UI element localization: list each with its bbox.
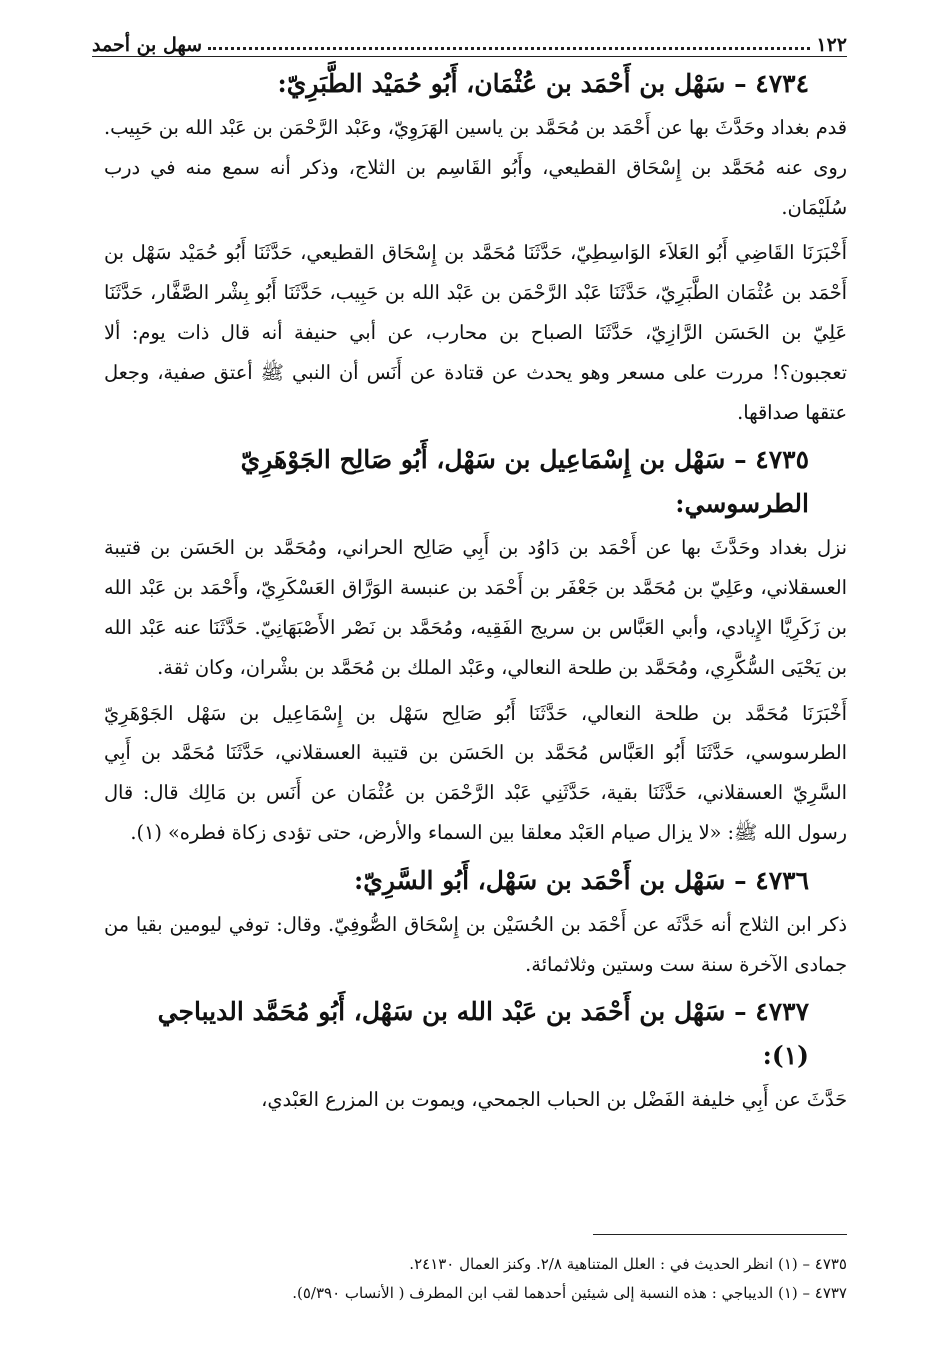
entry-heading: ٤٧٣٦ – سَهْل بن أَحْمَد بن سَهْل، أَبُو السَّرِيّ: [354, 865, 809, 895]
entry-4735 [104, 438, 847, 852]
running-title: سهل بن أحمد [92, 34, 203, 56]
running-header [92, 30, 847, 57]
entry-paragraph: قدم بغداد وحَدَّثَ بها عن أَحْمَد بن مُحَمَّد بن ياسين الهَرَوِيّ، وعَبْد الرَّحْمَن بن عَبْد الله بن حَبِيب. روى عنه مُحَمَّد بن إِسْحَاق القطيعي، وأَبُو القَاسِم بن الثلاج، وذكر أنه سمع منه في درب سُلَيْمَان. [104, 116, 847, 219]
entry-heading: ٤٧٣٤ – سَهْل بن أَحْمَد بن عُثْمَان، أَبُو حُمَيْد الطَّبَرِيّ: [277, 69, 809, 98]
footnotes [100, 1250, 847, 1308]
main-text [104, 62, 847, 1126]
leader-dots [208, 47, 810, 50]
entry-paragraph: ذكر ابن الثلاج أنه حَدَّثَه عن أَحْمَد بن الحُسَيْن بن إِسْحَاق الصُّوفِيّ. وقال: توفي ليومين بقيا من جمادى الآخرة سنة ست وستين وثلاثمائة. [104, 912, 847, 976]
entry-paragraph: أَخْبَرَنَا مُحَمَّد بن طلحة النعالي، حَدَّثَنَا أَبُو صَالِح سَهْل بن إِسْمَاعِيل بن سَهْل الجَوْهَرِيّ الطرسوسي، حَدَّثَنَا أَبُو العَبَّاس مُحَمَّد بن الحَسَن بن قتيبة العسقلاني، حَدَّثَنَا مُحَمَّد بن أَبِي السَّرِيّ العسقلاني، حَدَّثَنَا بقية، حَدَّثَنِي عَبْد الرَّحْمَن بن عُثْمَان عن أَنَس بن مَالِك قال: قال رسول الله ﷺ: «لا يزال صيام العَبْد معلقا بين السماء والأرض، حتى تؤدى زكاة فطره» (١). [104, 701, 847, 844]
entry-paragraph: حَدَّثَ عن أَبِي خليفة الفَضْل بن الحباب الجمحي، ويموت بن المزرع العَبْدي، [261, 1088, 847, 1112]
entry-heading: ٤٧٣٥ – سَهْل بن إِسْمَاعِيل بن سَهْل، أَبُو صَالِح الجَوْهَرِيّ الطرسوسي: [240, 445, 809, 519]
footnote-divider [593, 1234, 847, 1235]
entry-4734 [104, 62, 847, 432]
entry-heading: ٤٧٣٧ – سَهْل بن أَحْمَد بن عَبْد الله بن سَهْل، أَبُو مُحَمَّد الديباجي (١): [157, 997, 809, 1071]
page-number: ١٢٢ [816, 34, 847, 56]
footnote: ٤٧٣٥ – (١) انظر الحديث في : العلل المتناهية ٢/٨. وكنز العمال ٢٤١٣٠. [409, 1255, 847, 1273]
entry-paragraph: نزل بغداد وحَدَّثَ بها عن أَحْمَد بن دَاوُد بن أَبِي صَالِح الحراني، ومُحَمَّد بن الحَسَن بن قتيبة العسقلاني، وعَلِيّ بن مُحَمَّد بن جَعْفَر بن أَحْمَد بن عنبسة الوَرَّاق العَسْكَرِيّ، وأَحْمَد بن عَبْد الله بن زَكَرِيَّا الإِيادي، وأبي العَبَّاس بن سريج الفَقِيه، ومُحَمَّد بن نَصْر الأَصْبَهَانِيّ. حَدَّثَنَا عنه عَبْد الله بن يَحْيَى السُّكَّرِي، ومُحَمَّد بن طلحة النعالي، وعَبْد الملك بن مُحَمَّد بن بشْران، وكان ثقة. [104, 536, 847, 679]
footnote: ٤٧٣٧ – (١) الديباجي : هذه النسبة إلى شيئين أحدهما لقب ابن المطرف ( الأنساب ٥/٣٩٠). [292, 1284, 847, 1302]
entry-paragraph: أَخْبَرَنَا القَاضِي أَبُو العَلاَء الوَاسِطِيّ، حَدَّثَنَا مُحَمَّد بن إِسْحَاق القطيعي، حَدَّثَنَا أَبُو حُمَيْد سَهْل بن أَحْمَد بن عُثْمَان الطَّبَرِيّ، حَدَّثَنَا عَبْد الرَّحْمَن بن عَبْد الله بن حَبِيب، حَدَّثَنَا أَبُو بِشْر الصَّفَّار، حَدَّثَنَا عَلِيّ بن الحَسَن الرَّازِيّ، حَدَّثَنَا الصباح بن محارب، عن أبي حنيفة أنه قال ذات يوم: ألا تعجبون؟! مررت على مسعر وهو يحدث عن قتادة عن أَنَس أن النبي ﷺ أعتق صفية، وجعل عتقها صداقها. [104, 241, 847, 424]
entry-4737 [104, 990, 847, 1120]
entry-4736 [104, 859, 847, 985]
